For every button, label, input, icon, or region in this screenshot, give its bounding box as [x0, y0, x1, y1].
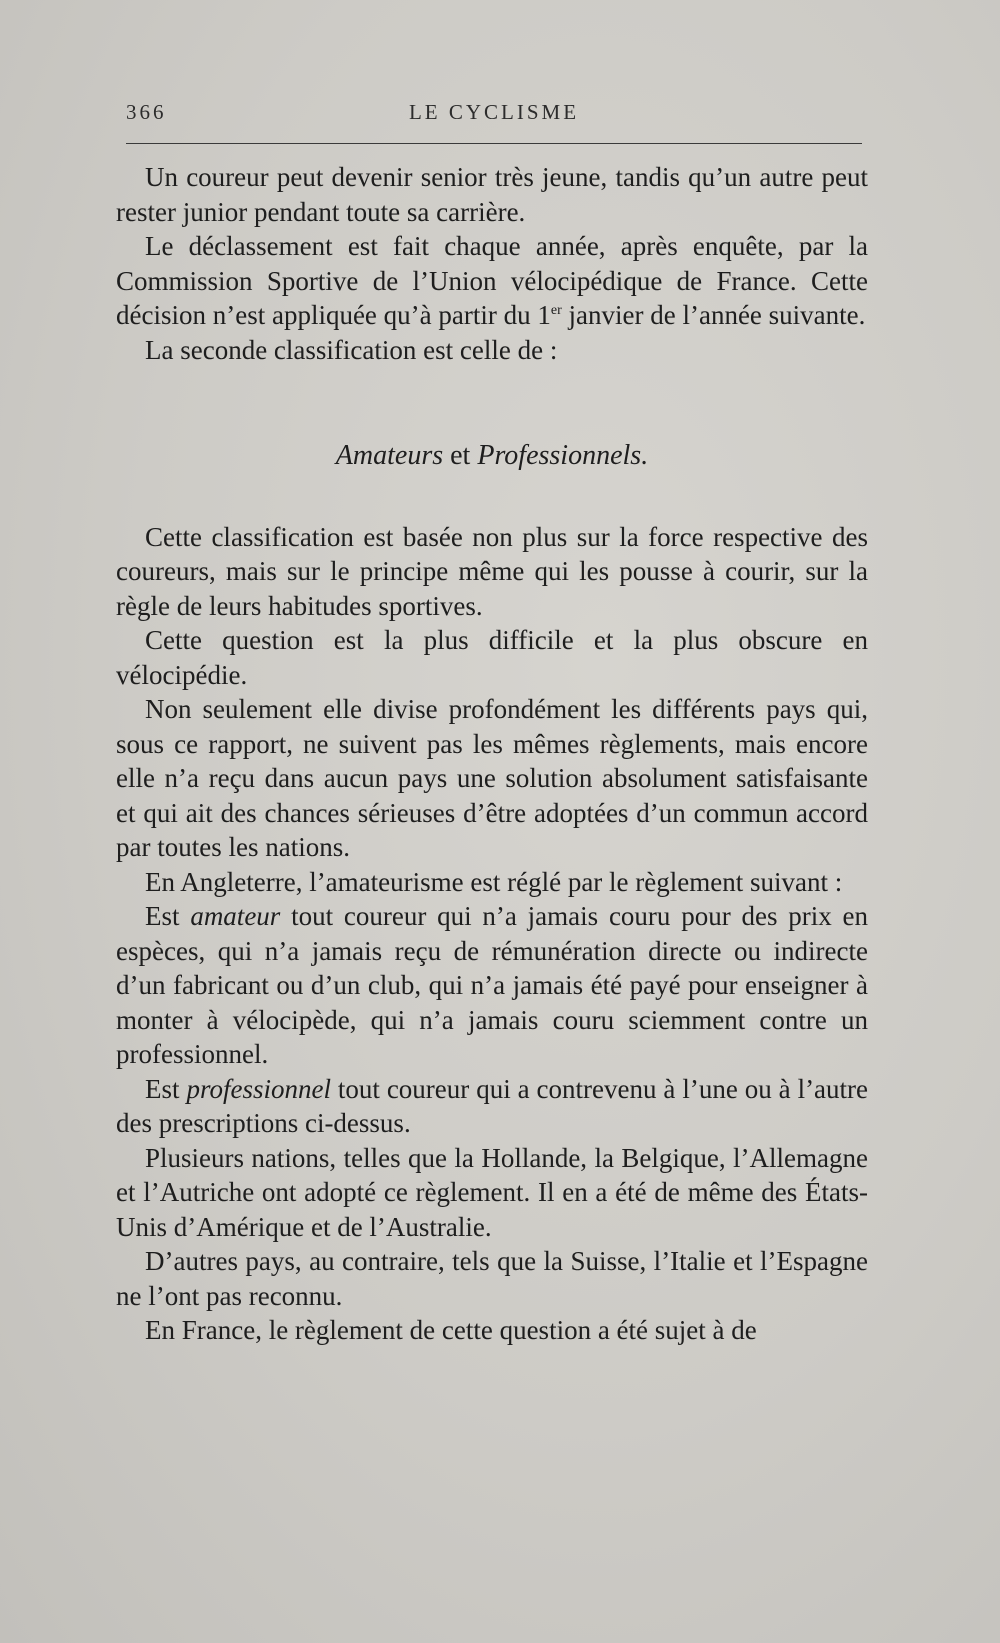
running-title: LE CYCLISME: [408, 100, 580, 124]
paragraph-2-end: janvier de l’année suivante.: [568, 300, 866, 330]
paragraph-11: D’autres pays, au contraire, tels que la Suisse, l’Italie et l’Espagne ne l’ont pas reconnu.: [116, 1246, 868, 1311]
paragraph-2: [116, 229, 868, 333]
page-number: 366: [126, 100, 167, 124]
ordinal-number: 1: [537, 300, 551, 330]
header-rule: [126, 143, 862, 144]
heading-amateurs: Amateurs: [335, 440, 444, 471]
paragraph-1: Un coureur peut devenir senior très jeune, tandis qu’un autre peut rester junior pendant toute sa carrière.: [116, 162, 868, 227]
page-header: [126, 100, 862, 132]
ordinal-suffix: er: [550, 303, 562, 318]
paragraph-8-rest: tout coureur qui n’a jamais couru pour des prix en espèces, qui n’a jamais reçu de rémunération directe ou indirecte d’un fabricant ou d’un club, qui n’a jamais été payé pour enseigner à monter à vélocipède, qui n’a jamais couru sciemment contre un professionnel.: [116, 901, 869, 1069]
paragraph-4: Cette classification est basée non plus sur la force respective des coureurs, mais sur le principe même qui les pousse à courir, sur la règle de leurs habitudes sportives.: [116, 521, 868, 621]
paragraph-7: En Angleterre, l’amateurisme est réglé par le règlement suivant :: [145, 866, 843, 897]
paragraph-10: Plusieurs nations, telles que la Hollande, la Belgique, l’Allemagne et l’Autriche ont adopté ce règlement. Il en a été de même des États-Unis d’Amérique et de l’Australie.: [116, 1142, 868, 1242]
heading-professionnels: Professionnels.: [477, 440, 649, 471]
body-text: [116, 160, 868, 1348]
term-amateur: amateur: [190, 901, 281, 931]
paragraph-9-start: Est: [145, 1073, 180, 1104]
paragraph-12: En France, le règlement de cette question a été sujet à de: [145, 1315, 757, 1345]
heading-et: et: [450, 440, 471, 471]
paragraph-9: [116, 1072, 868, 1141]
section-heading: [116, 439, 868, 474]
term-professionnel: professionnel: [186, 1073, 331, 1104]
paragraph-8: [116, 899, 868, 1072]
paragraph-9-rest: tout coureur qui a contrevenu à l’une ou à l’autre des prescriptions ci-dessus.: [116, 1073, 869, 1138]
paragraph-8-start: Est: [145, 901, 180, 931]
paragraph-2-text: Le déclassement est fait chaque année, après enquête, par la Commission Sportive de l’Union vélocipédique de France. Cette décision n’est appliquée qu’à partir du: [116, 231, 868, 330]
paragraph-5: Cette question est la plus difficile et la plus obscure en vélocipédie.: [116, 625, 868, 690]
paragraph-6: Non seulement elle divise profondément les différents pays qui, sous ce rapport, ne suivent pas les mêmes règlements, mais encore elle n’a reçu dans aucun pays une solution absolument satisfaisante et qui ait des chances sérieuses d’être adoptées d’un commun accord par toutes les nations.: [116, 694, 868, 862]
paragraph-3: La seconde classification est celle de :: [145, 334, 558, 365]
